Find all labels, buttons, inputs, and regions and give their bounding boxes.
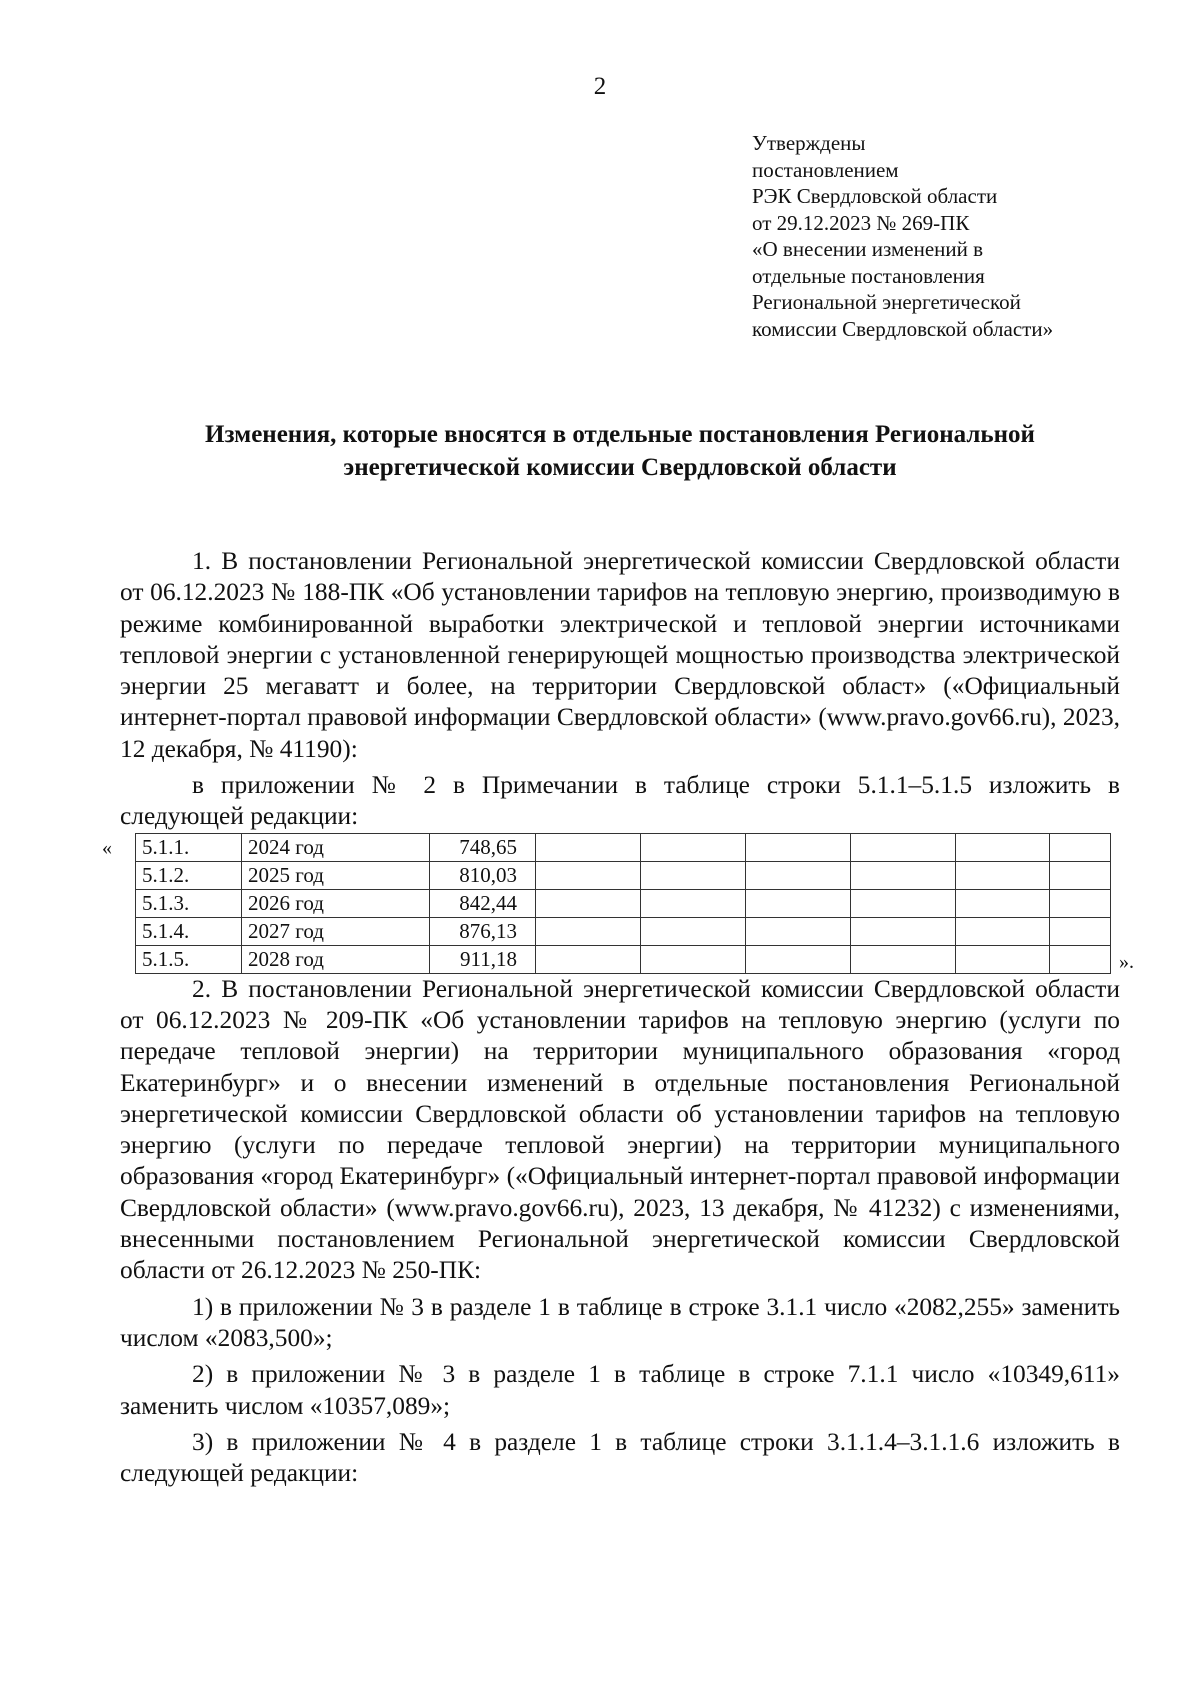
empty-cell <box>641 945 746 973</box>
empty-cell <box>851 861 956 889</box>
row-code: 5.1.3. <box>136 889 242 917</box>
row-value: 911,18 <box>430 945 536 973</box>
row-code: 5.1.1. <box>136 833 242 861</box>
empty-cell <box>641 917 746 945</box>
empty-cell <box>956 889 1050 917</box>
heading-line: Изменения, которые вносятся в отдельные постановления Региональной <box>205 421 1035 448</box>
table-close-quote: ». <box>1119 950 1134 973</box>
row-year: 2026 год <box>242 889 430 917</box>
table-open-quote: « <box>102 836 112 859</box>
row-code: 5.1.2. <box>136 861 242 889</box>
paragraph-1: 1. В постановлении Региональной энергетической комиссии Свердловской области от 06.12.2023 № 188-ПК «Об установлении тарифов на тепловую энергию, производимую в режиме комбинированной выработки электрической и тепловой энергии источниками тепловой энергии с установленной генерирующей мощностью производства электрической энергии 25 мегаватт и более, на территории Свердловской област» («Официальный интернет-портал правовой информации Свердловской области» (www.pravo.gov66.ru), 2023, 12 декабря, № 41190): <box>120 547 1120 763</box>
row-value: 876,13 <box>430 917 536 945</box>
heading-line: энергетической комиссии Свердловской области <box>343 454 897 481</box>
approval-line: Утверждены <box>752 131 866 155</box>
list-item: 1) в приложении № 3 в разделе 1 в таблице в строке 3.1.1 число «2082,255» заменить числом «2083,500»; <box>120 1292 1120 1352</box>
empty-cell <box>1050 861 1111 889</box>
empty-cell <box>641 833 746 861</box>
empty-cell <box>536 833 641 861</box>
empty-cell <box>746 861 851 889</box>
empty-cell <box>1050 945 1111 973</box>
empty-cell <box>536 917 641 945</box>
approval-line: «О внесении изменений в <box>752 237 984 261</box>
empty-cell <box>851 889 956 917</box>
row-value: 748,65 <box>430 833 536 861</box>
list-item: 3) в приложении № 4 в разделе 1 в таблице строки 3.1.1.4–3.1.1.6 изложить в следующей редакции: <box>120 1427 1120 1488</box>
approval-line: от 29.12.2023 № 269-ПК <box>752 210 970 235</box>
document-body <box>102 546 1134 1489</box>
empty-cell <box>1050 833 1111 861</box>
empty-cell <box>851 833 956 861</box>
empty-cell <box>746 945 851 973</box>
empty-cell <box>956 861 1050 889</box>
paragraph-2: 2. В постановлении Региональной энергетической комиссии Свердловской области от 06.12.2023 № 209-ПК «Об установлении тарифов на тепловую энергию (услуги по передаче тепловой энергии) на территории муниципального образования «город Екатеринбург» и о внесении изменений в отдельные постановления Региональной энергетической комиссии Свердловской области об установлении тарифов на тепловую энергию (услуги по передаче тепловой энергии) на территории муниципального образования «город Екатеринбург» («Официальный интернет-портал правовой информации Свердловской области» (www.pravo.gov66.ru), 2023, 13 декабря, № 41232) с изменениями, внесенными постановлением Региональной энергетической комиссии Свердловской области от 26.12.2023 № 250-ПК: <box>120 974 1120 1285</box>
approval-block <box>752 130 1172 342</box>
document-heading <box>120 418 1120 484</box>
approval-line: отдельные постановления <box>752 263 985 288</box>
row-value: 810,03 <box>430 861 536 889</box>
table-row <box>136 917 1111 945</box>
list-item: 2) в приложении № 3 в разделе 1 в таблице в строке 7.1.1 число «10349,611» заменить числом «10357,089»; <box>120 1360 1120 1420</box>
table-row <box>136 889 1111 917</box>
table-row <box>136 833 1111 861</box>
approval-line: постановлением <box>752 157 899 182</box>
row-value: 842,44 <box>430 889 536 917</box>
empty-cell <box>1050 889 1111 917</box>
row-year: 2027 год <box>242 917 430 945</box>
empty-cell <box>851 917 956 945</box>
approval-line: Региональной энергетической <box>752 290 1021 314</box>
empty-cell <box>1050 917 1111 945</box>
approval-line: РЭК Свердловской области <box>752 184 998 208</box>
tariff-table <box>135 833 1111 974</box>
empty-cell <box>956 945 1050 973</box>
empty-cell <box>746 833 851 861</box>
empty-cell <box>746 917 851 945</box>
approval-line: комиссии Свердловской области» <box>752 316 1054 341</box>
empty-cell <box>536 889 641 917</box>
row-year: 2025 год <box>242 861 430 889</box>
table-row <box>136 945 1111 973</box>
row-code: 5.1.5. <box>136 945 242 973</box>
empty-cell <box>956 917 1050 945</box>
paragraph-1-sub: в приложении № 2 в Примечании в таблице строки 5.1.1–5.1.5 изложить в следующей редакции: <box>120 771 1120 831</box>
tariff-table-wrapper <box>102 833 1134 974</box>
empty-cell <box>956 833 1050 861</box>
table-row <box>136 861 1111 889</box>
row-year: 2024 год <box>242 833 430 861</box>
empty-cell <box>641 861 746 889</box>
empty-cell <box>851 945 956 973</box>
empty-cell <box>746 889 851 917</box>
empty-cell <box>536 861 641 889</box>
empty-cell <box>641 889 746 917</box>
empty-cell <box>536 945 641 973</box>
row-year: 2028 год <box>242 945 430 973</box>
row-code: 5.1.4. <box>136 917 242 945</box>
page-number: 2 <box>593 73 607 100</box>
